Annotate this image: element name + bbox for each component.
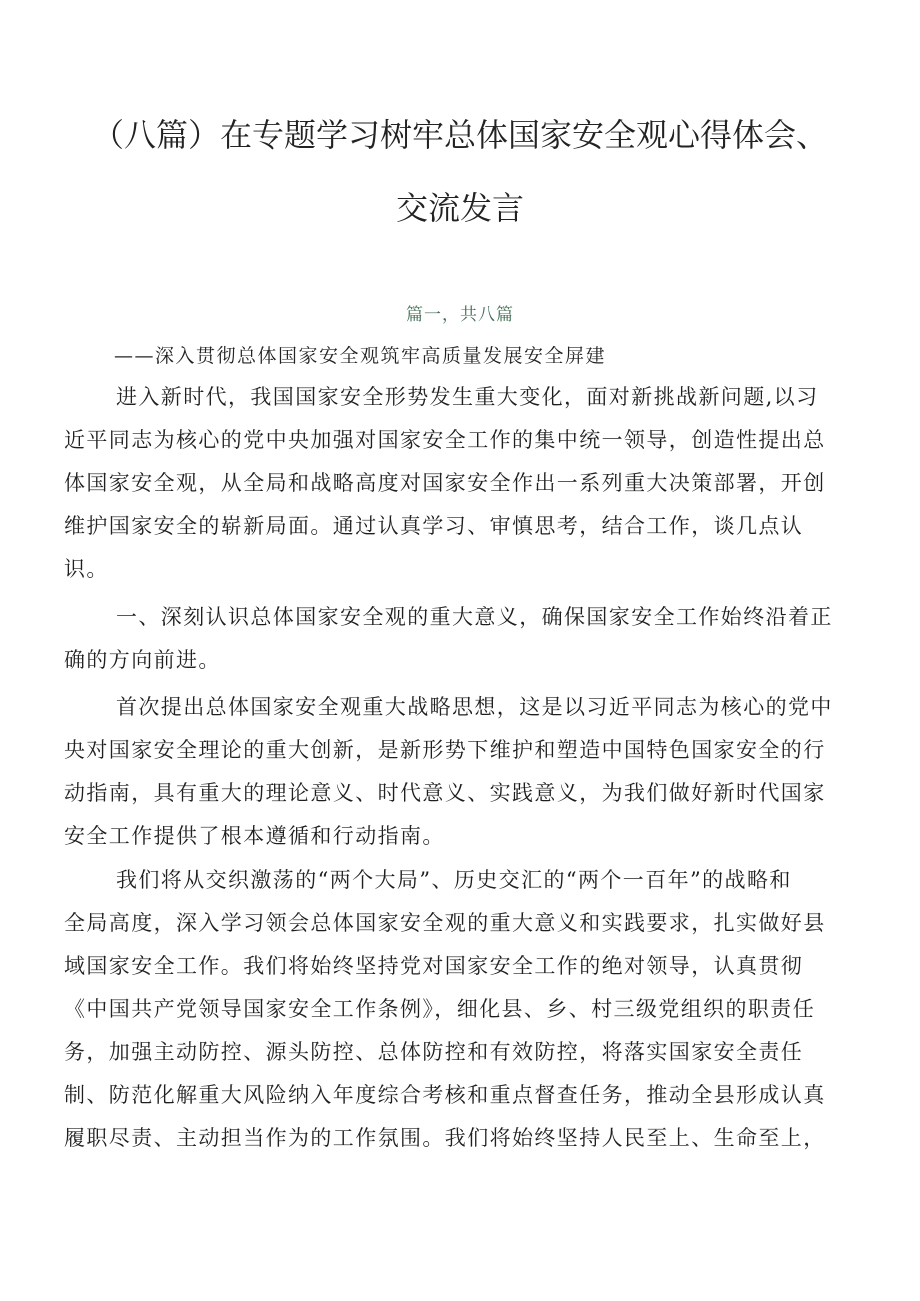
body-text-line: 进入新时代，我国国家安全形势发生重大变化，面对新挑战新问题,以习 <box>116 385 819 409</box>
document-title-line-1: （八篇）在专题学习树牢总体国家安全观心得体会、 <box>91 116 828 154</box>
body-text-line: 我们将从交织激荡的“两个大局”、历史交汇的“两个一百年”的战略和 <box>116 868 792 892</box>
body-text-line: 履职尽责、主动担当作为的工作氛围。我们将始终坚持人民至上、生命至上， <box>64 1126 826 1150</box>
section-subtitle: ——深入贯彻总体国家安全观筑牢高质量发展安全屏建 <box>114 345 607 367</box>
body-text-line: 安全工作提供了根本遵循和行动指南。 <box>64 824 445 848</box>
chapter-label: 篇一，共八篇 <box>406 305 514 325</box>
body-text-line: 央对国家安全理论的重大创新，是新形势下维护和塑造中国特色国家安全的行 <box>64 738 826 762</box>
body-text-line: 《中国共产党领导国家安全工作条例》，细化县、乡、村三级党组织的职责任 <box>64 997 816 1021</box>
document-title-line-2: 交流发言 <box>395 189 524 227</box>
body-text-line: 体国家安全观，从全局和战略高度对国家安全作出一系列重大决策部署，开创 <box>64 471 826 495</box>
body-text-line: 维护国家安全的崭新局面。通过认真学习、审慎思考，结合工作，谈几点认 <box>64 514 804 538</box>
body-text-line: 首次提出总体国家安全观重大战略思想，这是以习近平同志为核心的党中 <box>116 695 833 719</box>
body-text-line: 一、深刻认识总体国家安全观的重大意义，确保国家安全工作始终沿着正 <box>116 605 833 629</box>
body-text-line: 制、防范化解重大风险纳入年度综合考核和重点督查任务，推动全县形成认真 <box>64 1083 826 1107</box>
body-text-line: 务，加强主动防控、源头防控、总体防控和有效防控，将落实国家安全责任 <box>64 1040 804 1064</box>
body-text-line: 域国家安全工作。我们将始终坚持党对国家安全工作的绝对领导，认真贯彻 <box>64 954 804 978</box>
body-text-line: 动指南，具有重大的理论意义、时代意义、实践意义，为我们做好新时代国家 <box>64 781 826 805</box>
body-text-line: 识。 <box>64 557 109 581</box>
body-text-line: 确的方向前进。 <box>64 648 221 672</box>
body-text-line: 全局高度，深入学习领会总体国家安全观的重大意义和实践要求，扎实做好县 <box>64 911 826 935</box>
body-text-line: 近平同志为核心的党中央加强对国家安全工作的集中统一领导，创造性提出总 <box>64 428 826 452</box>
